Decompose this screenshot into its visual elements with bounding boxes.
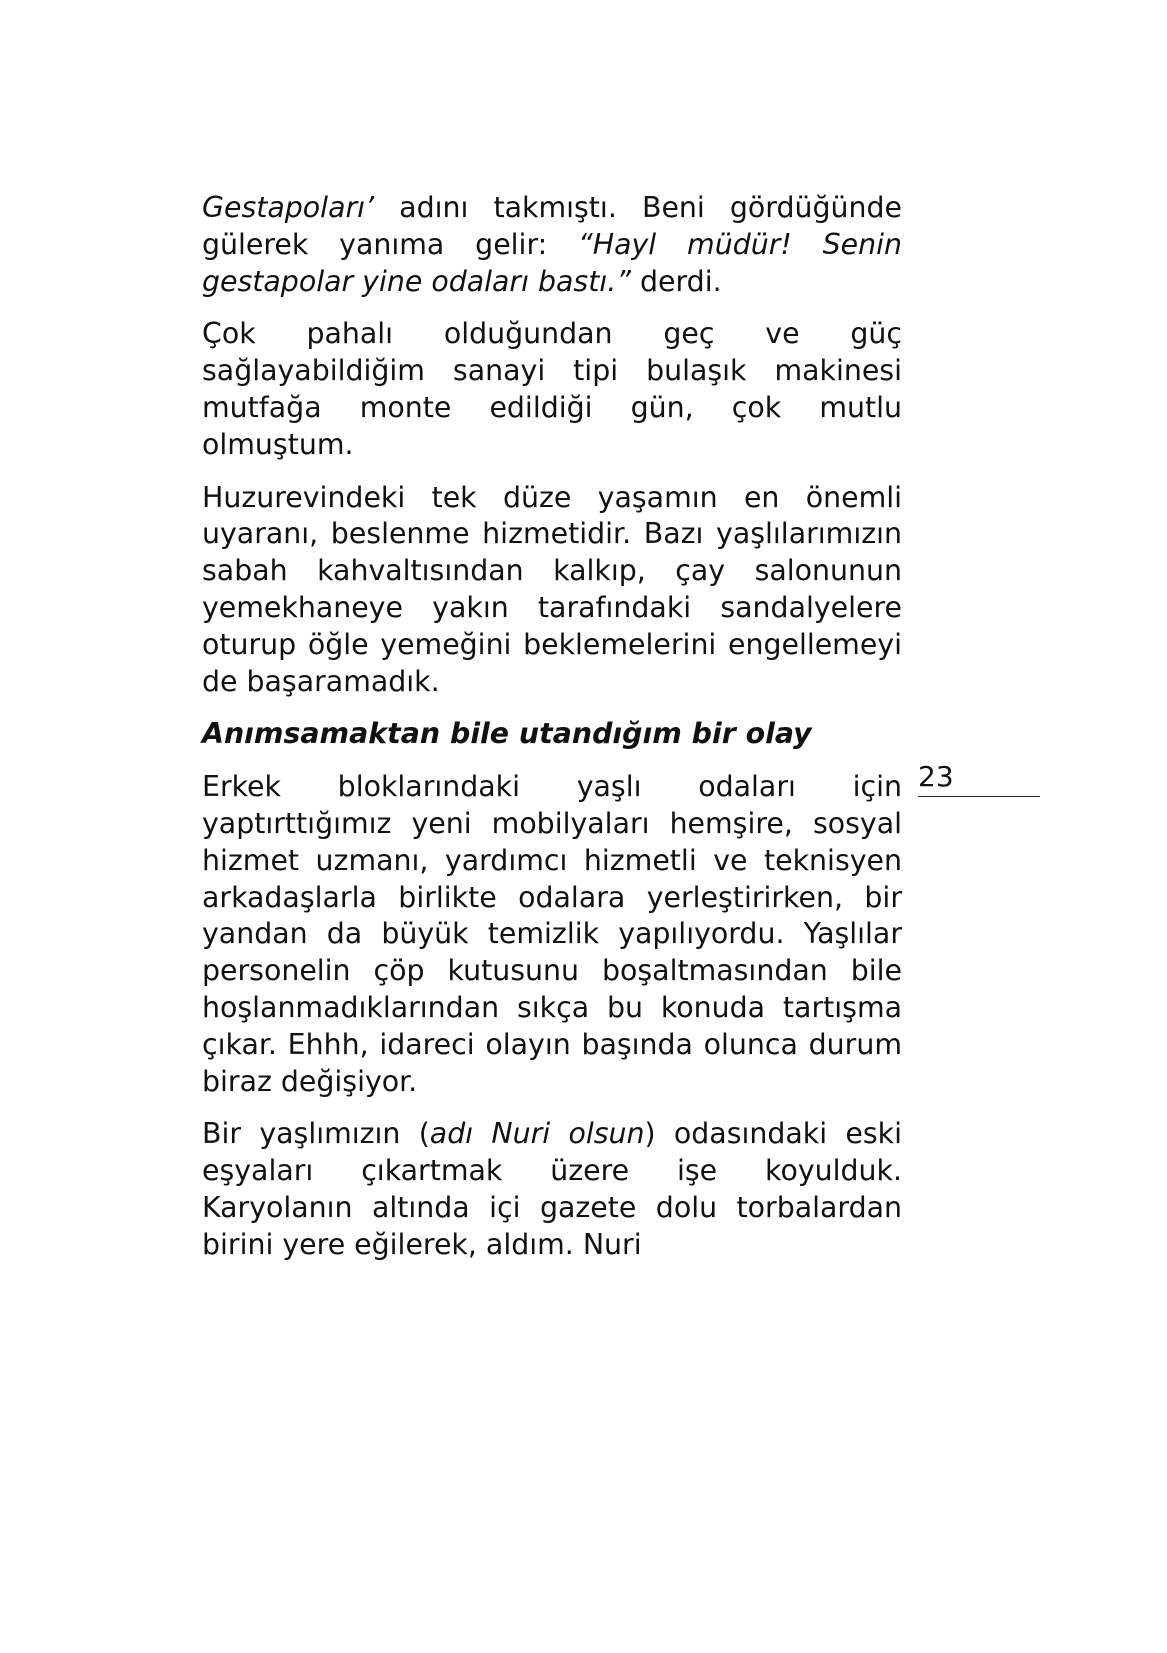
text-segment: Huzurevindeki tek düze yaşamın en önemli uyaranı, beslenme hizmetidir. Bazı yaşlılarımızın sabah kahvaltısından kalkıp, çay salonunun yemekhaneye yakın tarafındaki sandalyelere oturup öğle yemeğini beklemelerini engellemeyi de başaramadık. [202,480,902,698]
paragraph-2 [202,316,902,463]
body-text [202,190,902,1280]
paragraph-3 [202,480,902,701]
text-segment: ) odasındaki eski eşyaları çıkartmak üzere işe koyulduk. Karyolanın altında içi gazete dolu torbalardan birini yere eğilerek, aldım. Nuri [202,1117,902,1261]
text-segment: derdi. [630,264,722,298]
paragraph-5 [202,1116,902,1263]
text-segment: Erkek bloklarındaki yaşlı odaları için yaptırttığımız yeni mobilyaları hemşire, sosyal hizmet uzmanı, yardımcı hizmetli ve teknisyen arkadaşlarla birlikte odalara yerleştirirken, bir yandan da büyük temizlik yapılıyordu. Yaşlılar personelin çöp kutusunu boşaltmasından bile hoşlanmadıklarından sıkça bu konuda tartışma çıkar. Ehhh, idareci olayın başında olunca durum biraz değişiyor. [202,770,902,1098]
text-segment: Çok pahalı olduğundan geç ve güç sağlayabildiğim sanayi tipi bulaşık makinesi mutfağa monte edildiği gün, çok mutlu olmuştum. [202,317,902,461]
paragraph-4 [202,769,902,1100]
text-segment: adını takmıştı. Beni gördüğünde gülerek yanıma gelir: [202,191,902,261]
text-segment: “Hayl müdür! Senin gestapolar yine odaları bastı.” [202,227,902,298]
section-heading: Anımsamaktan bile utandığım bir olay [202,717,812,751]
page-number-rule [918,796,1040,797]
text-segment: Gestapoları’ [202,191,375,224]
paragraph-1 [202,190,902,300]
text-segment: adı Nuri olsun [429,1117,645,1151]
text-segment: Bir yaşlımızın ( [202,1117,430,1151]
page-number: 23 [918,760,954,793]
